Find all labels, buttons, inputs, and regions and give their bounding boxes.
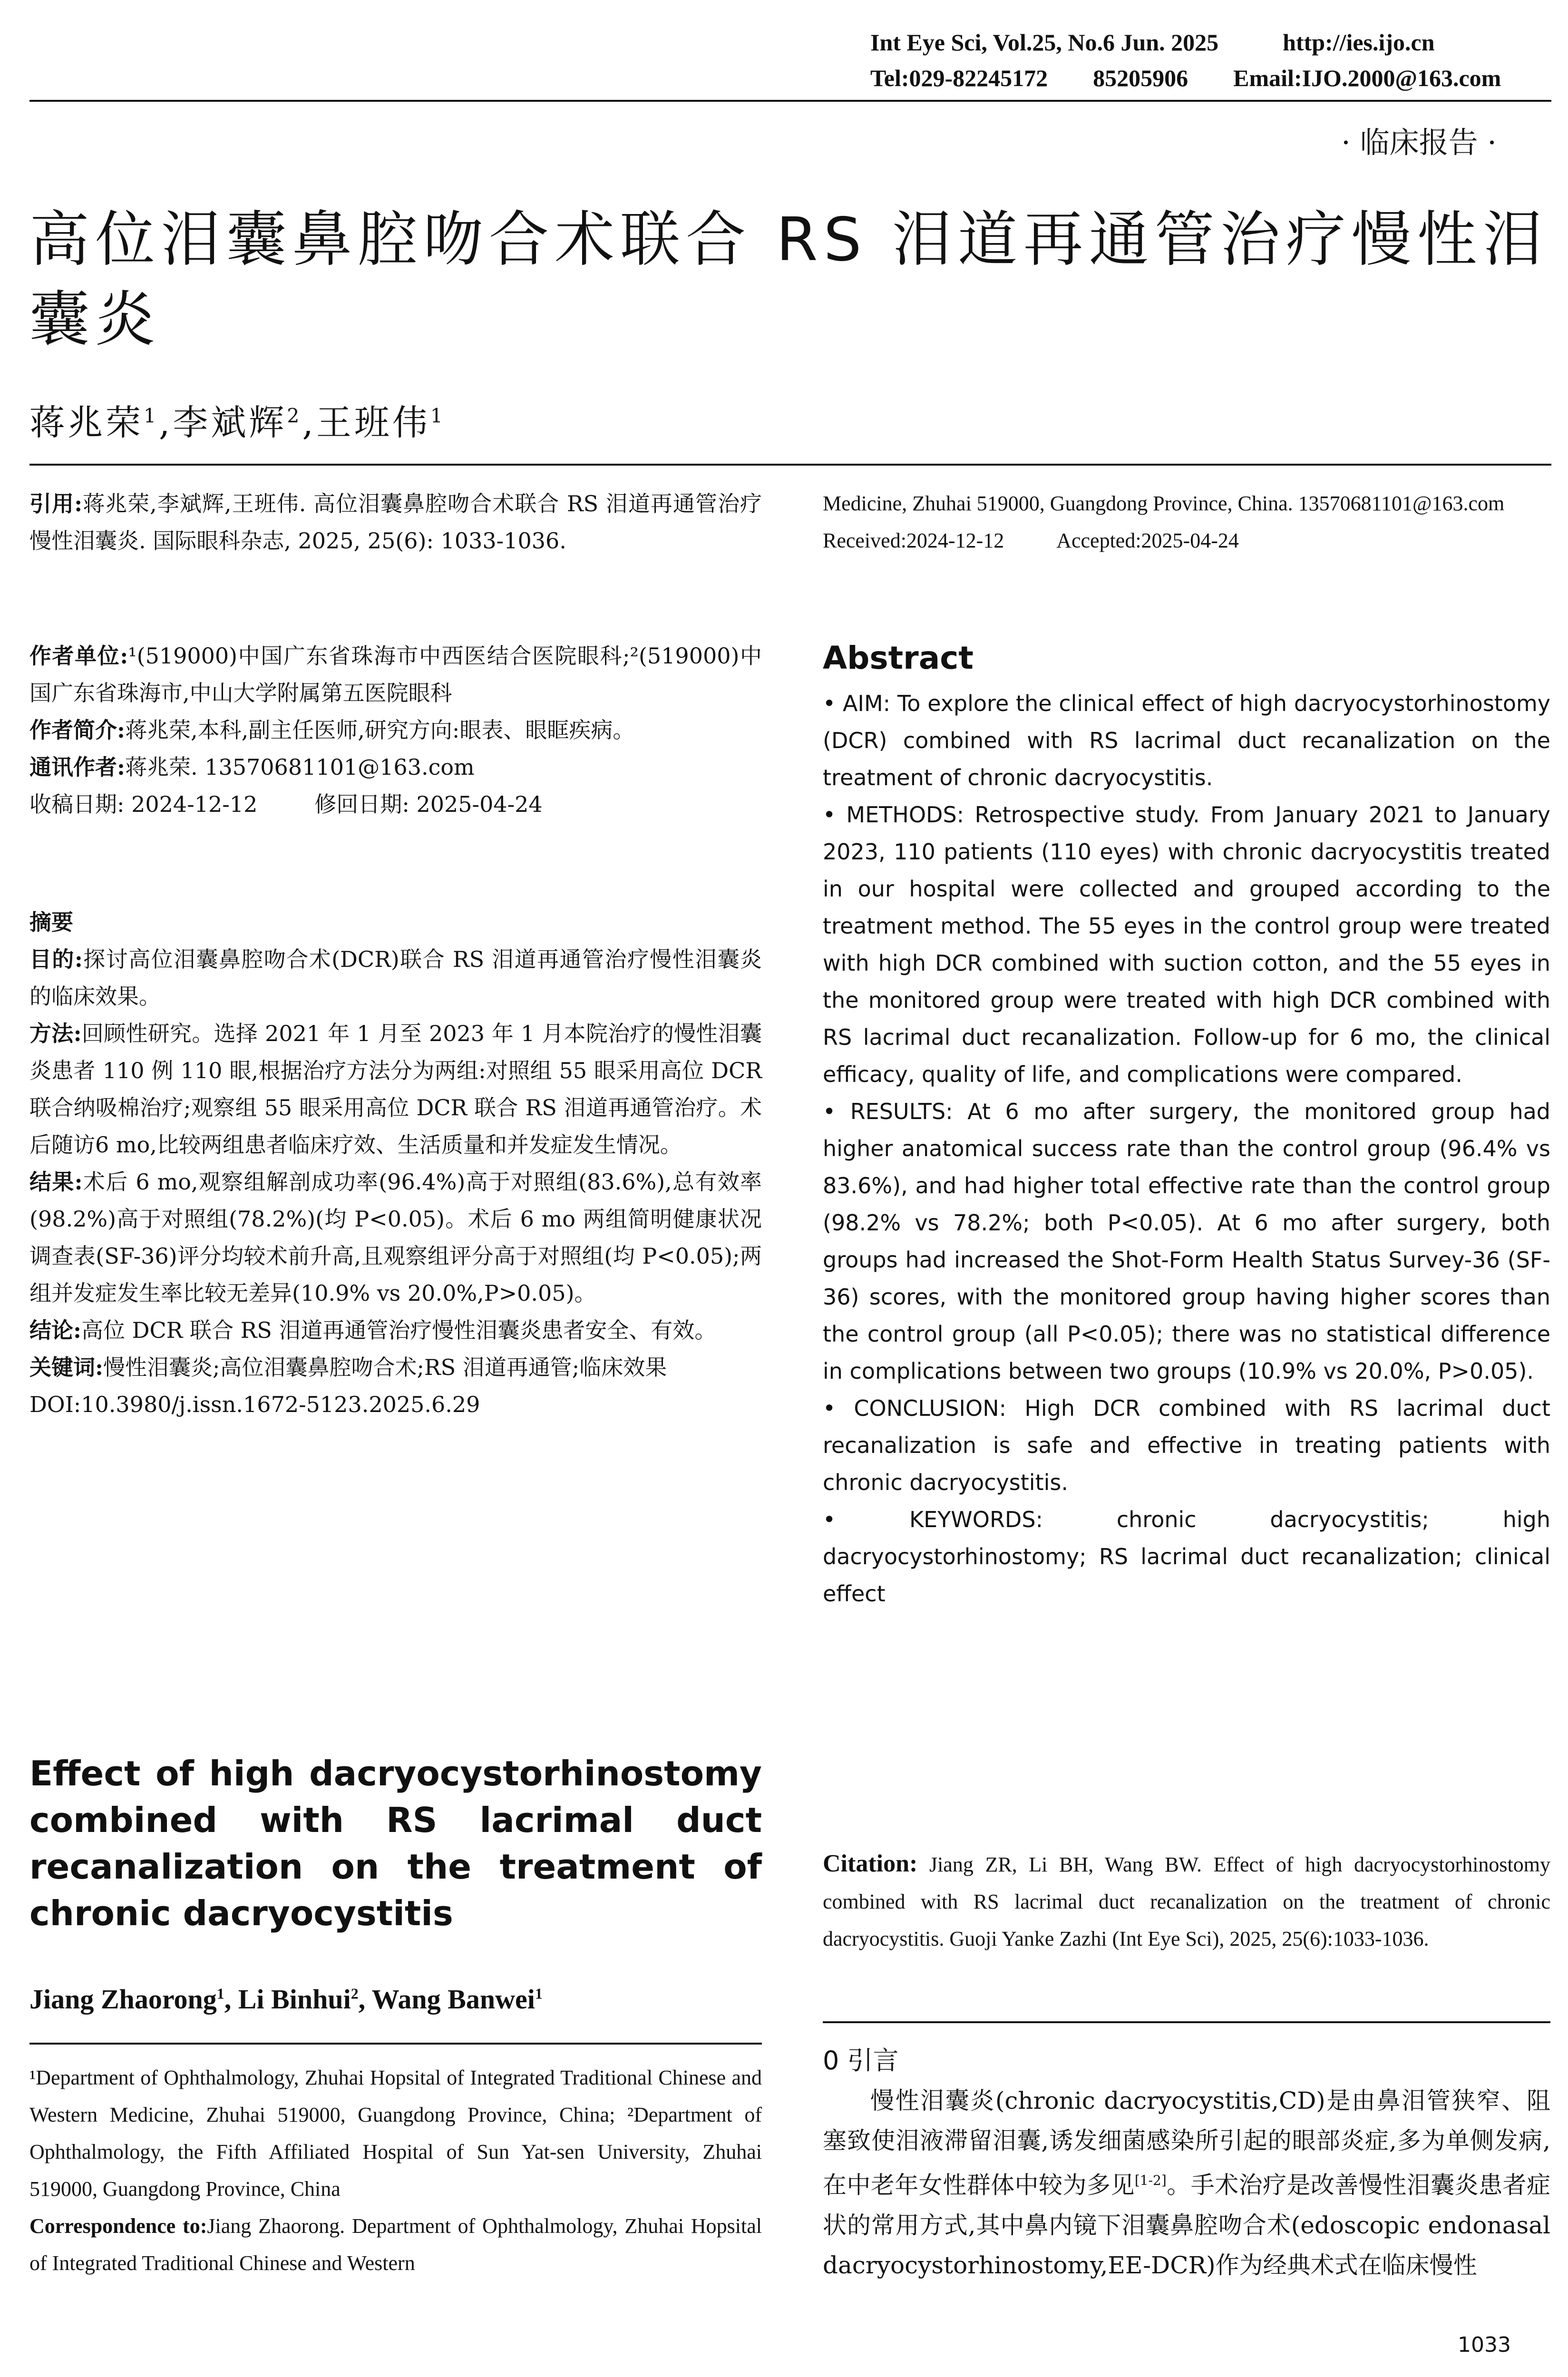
keywords-cn-label: 关键词: [29, 1354, 103, 1380]
methods-cn-label: 方法: [29, 1021, 82, 1046]
keywords-cn-text: 慢性泪囊炎;高位泪囊鼻腔吻合术;RS 泪道再通管;临床效果 [103, 1354, 667, 1380]
journal-email[interactable]: Email:IJO.2000@163.com [1233, 65, 1501, 91]
article-title-cn: 高位泪囊鼻腔吻合术联合 RS 泪道再通管治疗慢性泪囊炎 [29, 205, 1549, 354]
affiliation-en [29, 2059, 762, 2282]
conclusion-cn-label: 结论: [29, 1317, 81, 1343]
author-en-3: Wang Banwei [371, 1984, 535, 2015]
citation-en-label: Citation: [823, 1850, 918, 1877]
author-en-3-affil: 1 [535, 1985, 543, 2002]
journal-tel: Tel:029-82245172 [870, 65, 1048, 91]
keywords-en-label: • KEYWORDS: [823, 1507, 1043, 1532]
journal-header-line1 [870, 29, 1435, 56]
authors-en: Jiang Zhaorong$^1$, Li Binhui$^2$, Wang Banwei$^1$ [29, 1984, 543, 2015]
results-cn-text: 术后 6 mo,观察组解剖成功率(96.4%)高于对照组(83.6%),总有效率(98.2%)高于对照组(78.2%)(均 P<0.05)。术后 6 mo 两组简明健康状况调查表(SF-36)评分均较术前升高,且观察组评分高于对照组(均 P<0.05);两组并发症发生率比较无差异(10.9% vs 20.0%,P>0.05)。 [29, 1169, 762, 1306]
author-2-affil: 2 [287, 404, 302, 428]
corr-en-label: Correspondence to: [29, 2214, 207, 2238]
authors-rule [29, 464, 1551, 466]
revised-cn: 修回日期: 2025-04-24 [314, 791, 543, 817]
corr-en-text: Jiang Zhaorong. Department of Ophthalmology, Zhuhai Hopsital of Integrated Traditional Chinese and Western [29, 2214, 762, 2275]
results-en-label: • RESULTS: [823, 1099, 953, 1124]
citation-cn-text: 蒋兆荣,李斌辉,王班伟. 高位泪囊鼻腔吻合术联合 RS 泪道再通管治疗慢性泪囊炎. 国际眼科杂志, 2025, 25(6): 1033-1036. [29, 491, 762, 554]
conclusion-cn-text: 高位 DCR 联合 RS 泪道再通管治疗慢性泪囊炎患者安全、有效。 [81, 1317, 717, 1343]
citation-cn [29, 485, 762, 559]
citation-cn-label: 引用: [29, 491, 83, 516]
conclusion-en-text: High DCR combined with RS lacrimal duct recanalization is safe and effective in treating patients with chronic dacryocystitis. [823, 1395, 1550, 1495]
objective-label: 目的: [29, 946, 83, 972]
author-info-block [29, 637, 762, 823]
bio-text: 蒋兆荣,本科,副主任医师,研究方向:眼表、眼眶疾病。 [125, 717, 635, 743]
corr-en-continued [823, 485, 1550, 559]
authors-en-rule [29, 2043, 762, 2045]
author-1-affil: 1 [144, 404, 159, 428]
author-en-1-affil: 1 [216, 1985, 224, 2002]
author-3: 王班伟 [316, 402, 430, 443]
conclusion-en-label: • CONCLUSION: [823, 1395, 1007, 1421]
en-title-line2: combined with RS lacrimal duct [29, 1800, 762, 1840]
corr-cn-label: 通讯作者: [29, 754, 125, 780]
objective-text: 探讨高位泪囊鼻腔吻合术(DCR)联合 RS 泪道再通管治疗慢性泪囊炎的临床效果。 [29, 946, 762, 1009]
abstract-en [823, 685, 1550, 1612]
methods-cn-text: 回顾性研究。选择 2021 年 1 月至 2023 年 1 月本院治疗的慢性泪囊炎患者 110 例 110 眼,根据治疗方法分为两组:对照组 55 眼采用高位 DCR 联合纳吸棉治疗;观察组 55 眼采用高位 DCR 联合 RS 泪道再通管治疗。术后随访6 mo,比较两组患者临床疗效、生活质量和并发症发生情况。 [29, 1021, 762, 1158]
corr-en-cont-text: Medicine, Zhuhai 519000, Guangdong Province, China. 13570681101@163.com [823, 492, 1505, 515]
author-en-2-affil: 2 [351, 1985, 359, 2002]
abstract-en-head: Abstract [823, 640, 974, 676]
journal-url[interactable]: http://ies.ijo.cn [1283, 29, 1435, 56]
abstract-cn-head: 摘要 [29, 909, 73, 935]
affil-cn-text: ¹(519000)中国广东省珠海市中西医结合医院眼科;²(519000)中国广东省珠海市,中山大学附属第五医院眼科 [29, 643, 762, 706]
intro-text: 慢性泪囊炎(chronic dacryocystitis,CD)是由鼻泪管狭窄、阻塞致使泪液滞留泪囊,诱发细菌感染所引起的眼部炎症,多为单侧发病,在中老年女性群体中较为多见 [823, 2087, 1550, 2199]
bio-label: 作者简介: [29, 717, 125, 743]
en-title-line1: Effect of high dacryocystorhinostomy [29, 1754, 762, 1793]
authors-cn: 蒋兆荣$^1$,李斌辉$^2$,王班伟$^1$ [29, 402, 446, 443]
intro-heading: 0 引言 [823, 2046, 899, 2075]
keywords-en-text: chronic dacryocystitis; high dacryocystorhinostomy; RS lacrimal duct recanalization; clinical effect [823, 1507, 1551, 1607]
article-title-en [29, 1750, 762, 1937]
page-number: 1033 [1458, 2333, 1511, 2357]
journal-header-line2 [870, 64, 1501, 92]
methods-en-text: Retrospective study. From January 2021 to January 2023, 110 patients (110 eyes) with chronic dacryocystitis treated in our hospital were collected and grouped according to the treatment method. The 55 eyes in the control group were treated with high DCR combined with suction cotton, and the 55 eyes in the monitored group were treated with high DCR combined with RS lacrimal duct recanalization. Follow-up for 6 mo, the clinical efficacy, quality of life, and complications were compared. [823, 802, 1551, 1087]
abstract-cn [29, 904, 762, 1423]
accepted-en: Accepted:2025-04-24 [1056, 529, 1239, 552]
author-1: 蒋兆荣 [29, 402, 144, 443]
section-tag: · 临床报告 · [1341, 125, 1497, 160]
citation-en-text: Jiang ZR, Li BH, Wang BW. Effect of high dacryocystorhinostomy combined with RS lacrimal duct recanalization on the treatment of chronic dacryocystitis. Guoji Yanke Zazhi (Int Eye Sci), 2025, 25(6):1033-1036. [823, 1853, 1550, 1950]
en-title-line4: chronic dacryocystitis [29, 1893, 453, 1933]
results-en-text: At 6 mo after surgery, the monitored group had higher anatomical success rate than the control group (96.4% vs 83.6%), and had higher total effective rate than the control group (98.2% vs 78.2%; both P<0.05). At 6 mo after surgery, both groups had increased the Shot-Form Health Status Survey-36 (SF-36) scores, with the monitored group having higher scores than the control group (all P<0.05); there was no statistical difference in complications between two groups (10.9% vs 20.0%, P>0.05). [823, 1099, 1551, 1384]
citation-en [823, 1845, 1550, 1958]
intro-text-2: 。手术治疗是改善慢性泪囊炎患者症状的常用方式,其中鼻内镜下泪囊鼻腔吻合术(edoscopic endonasal dacryocystorhinostomy,EE-DCR)作为经典术式在临床慢性 [823, 2171, 1551, 2279]
received-cn: 收稿日期: 2024-12-12 [29, 791, 258, 817]
header-rule [29, 100, 1551, 102]
author-en-1: Jiang Zhaorong [29, 1984, 217, 2015]
results-cn-label: 结果: [29, 1169, 83, 1195]
author-2: 李斌辉 [173, 402, 287, 443]
intro-paragraph [823, 2081, 1550, 2285]
methods-en-label: • METHODS: [823, 802, 964, 828]
affil-en-text: ¹Department of Ophthalmology, Zhuhai Hopsital of Integrated Traditional Chinese and Western Medicine, Zhuhai 519000, Guangdong Province, China; ²Department of Ophthalmology, the Fifth Affiliated Hospital of Sun Yat-sen University, Zhuhai 519000, Guangdong Province, China [29, 2066, 762, 2201]
affil-cn-label: 作者单位: [29, 643, 128, 669]
doi[interactable]: DOI:10.3980/j.issn.1672-5123.2025.6.29 [29, 1392, 480, 1417]
journal-tel2: 85205906 [1093, 65, 1188, 91]
aim-label: • AIM: [823, 691, 891, 716]
aim-text: To explore the clinical effect of high dacryocystorhinostomy (DCR) combined with RS lacrimal duct recanalization on the treatment of chronic dacryocystitis. [823, 691, 1551, 790]
corr-cn-text: 蒋兆荣. 13570681101@163.com [125, 754, 475, 780]
intro-reference[interactable]: [1-2] [1134, 2172, 1167, 2188]
en-title-line3: recanalization on the treatment of [29, 1847, 762, 1887]
author-en-2: Li Binhui [238, 1984, 351, 2015]
citation-rule [823, 2021, 1550, 2023]
journal-issue: Int Eye Sci, Vol.25, No.6 Jun. 2025 [870, 29, 1219, 56]
author-3-affil: 1 [430, 404, 446, 428]
received-en: Received:2024-12-12 [823, 529, 1004, 552]
